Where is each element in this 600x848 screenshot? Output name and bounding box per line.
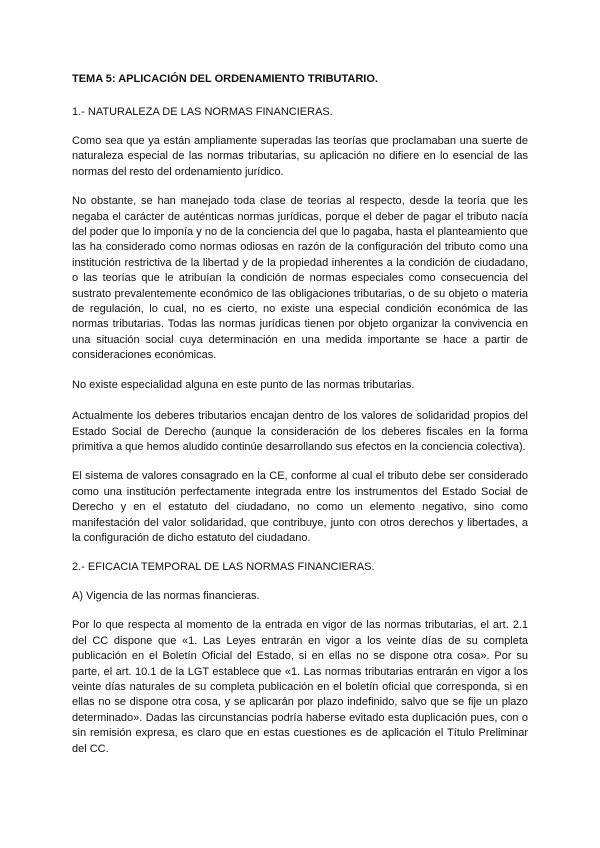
paragraph: El sistema de valores consagrado en la CE, conforme al cual el tributo debe ser considerado como una institución perfectamente integrada entre los instrumentos del Estado Social de Derecho y en el estatuto del ciudadano, no como un elemento negativo, sino como manifestación del valor solidaridad, que contribuye, junto con otros derechos y libertades, a la configuración de dicho estatuto del ciudadano. bbox=[72, 470, 528, 544]
paragraph: No obstante, se han manejado toda clase de teorías al respecto, desde la teoría que les negaba el carácter de auténticas normas jurídicas, porque el deber de pagar el tributo nacía del poder que lo imponía y no de la conciencia del que lo pagaba, hasta el planteamiento que las ha considerado como normas odiosas en razón de la configuración del tributo como una institución restrictiva de la libertad y de la propiedad inherentes a la condición de ciudadano, o las teorías que le atribuían la condición de normas especiales como consecuencia del sustrato prevalentemente económico de las obligaciones tributarias, o de su objeto o materia de regulación, lo cual, no es cierto, no existe una especial condición económica de las normas tributarias. Todas las normas jurídicas tienen por objeto organizar la convivencia en una situación social cuya determinación en una medida importante se hace a partir de consideraciones económicas. bbox=[72, 195, 528, 362]
subsection-a-heading: A) Vigencia de las normas financieras. bbox=[72, 590, 260, 603]
section-1-heading: 1.- NATURALEZA DE LAS NORMAS FINANCIERAS. bbox=[72, 106, 333, 118]
document-title: TEMA 5: APLICACIÓN DEL ORDENAMIENTO TRIBUTARIO. bbox=[72, 73, 378, 85]
paragraph: Como sea que ya están ampliamente superadas las teorías que proclamaban una suerte de naturaleza especial de las normas tributarias, su aplicación no difiere en lo esencial de las normas del resto del ordenamiento jurídico. bbox=[72, 135, 528, 178]
section-2-heading: 2.- EFICACIA TEMPORAL DE LAS NORMAS FINANCIERAS. bbox=[72, 561, 375, 574]
paragraph: Por lo que respecta al momento de la entrada en vigor de las normas tributarias, el art. 2.1 del CC dispone que «1. Las Leyes entrarán en vigor a los veinte días de su completa publicación en el Boletín Oficial del Estado, si en ellas no se dispone otra cosa». Por su parte, el art. 10.1 de la LGT establece que «1. Las normas tributarias entrarán en vigor a los veinte días naturales de su completa publicación en el boletín oficial que corresponda, si en ellas no se dispone otra cosa, y se aplicarán por plazo indefinido, salvo que se fije un plazo determinado». Dadas las circunstancias podría haberse evitado esta duplicación pues, con o sin remisión expresa, es claro que en estas cuestiones es de aplicación el Título Preliminar del CC. bbox=[72, 619, 528, 755]
paragraph: Actualmente los deberes tributarios encajan dentro de los valores de solidaridad propios del Estado Social de Derecho (aunque la consideración de los deberes fiscales en la forma primitiva a que hemos aludido continúe desarrollando sus efectos en la conciencia colectiva). bbox=[72, 410, 528, 453]
paragraph: No existe especialidad alguna en este punto de las normas tributarias. bbox=[72, 378, 415, 391]
